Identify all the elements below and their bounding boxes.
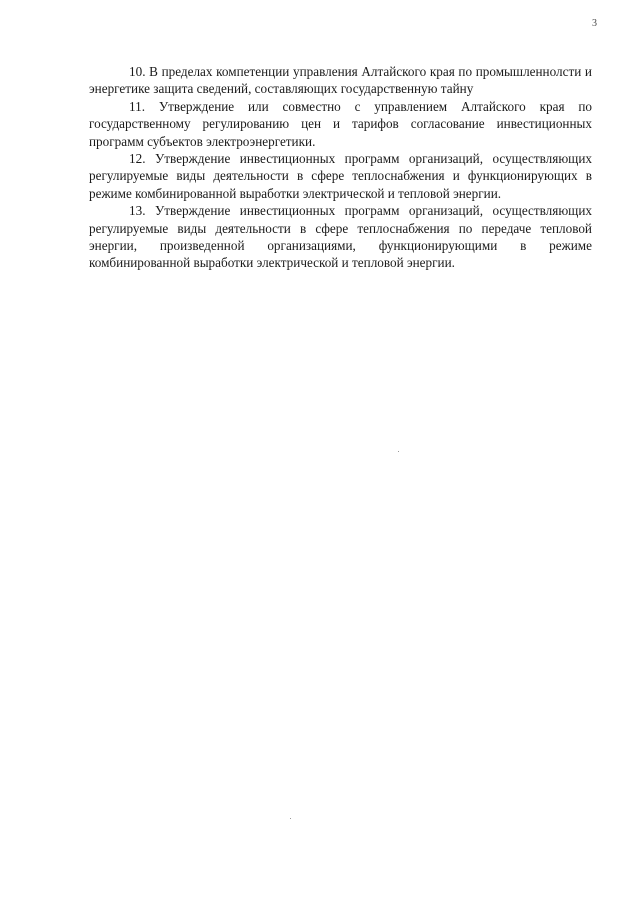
scan-speck — [398, 451, 399, 452]
scan-speck — [290, 818, 291, 819]
paragraph-13: 13. Утверждение инвестиционных программ организаций, осуществляющих регулируемые виды деятельности в сфере теплоснабжения по передаче тепловой энергии, произведенной организациями, функционирующими в режиме комбинированной выработки электрической и тепловой энергии. — [89, 203, 592, 271]
paragraph-11: 11. Утверждение или совместно с управлением Алтайского края по государственному регулированию цен и тарифов согласование инвестиционных программ субъектов электроэнергетики. — [89, 98, 592, 149]
paragraph-10: 10. В пределах компетенции управления Алтайского края по промышленнолсти и энергетике защита сведений, составляющих государственную тайну — [89, 64, 592, 97]
page-number: 3 — [592, 18, 597, 29]
document-body — [89, 63, 592, 272]
paragraph-12: 12. Утверждение инвестиционных программ организаций, осуществляющих регулируемые виды деятельности в сфере теплоснабжения и функционирующих в режиме комбинированной выработки электрической и тепловой энергии. — [89, 151, 592, 201]
